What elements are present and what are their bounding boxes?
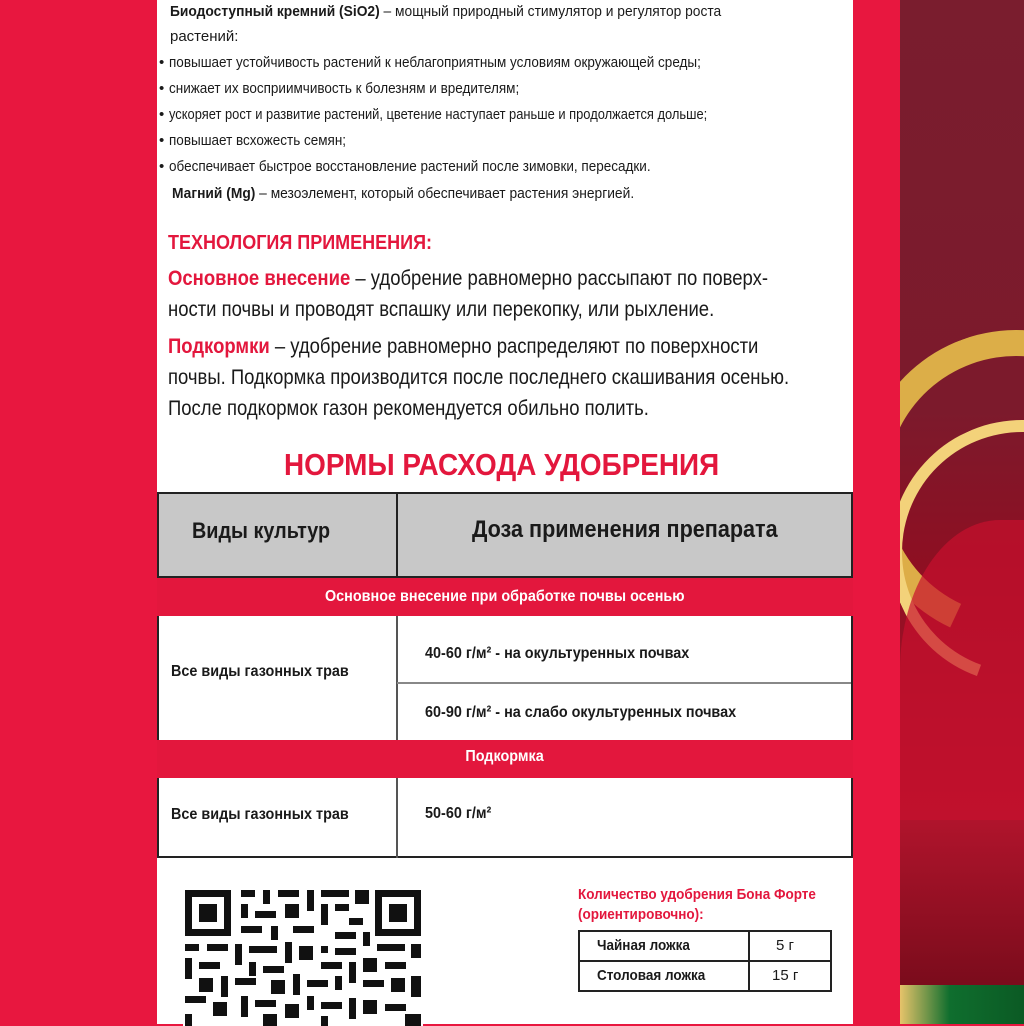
- main-application-text: – удобрение равномерно рассыпают по поверх-: [350, 267, 769, 290]
- row1-dose-weak: 60-90 г/м² - на слабо окультуренных почвах: [425, 704, 737, 721]
- section-band-feeding: Подкормка: [157, 740, 853, 778]
- main-application-term: Основное внесение: [168, 267, 351, 290]
- column-header-crops: Виды культур: [192, 518, 331, 543]
- list-item: • повышает всхожесть семян;: [169, 132, 366, 149]
- green-strip: [900, 985, 1024, 1024]
- divider: [748, 930, 750, 992]
- row2-crop: Все виды газонных трав: [171, 806, 349, 823]
- list-item: • повышает устойчивость растений к неблагоприятным условиям окружающей среды;: [169, 54, 760, 71]
- teaspoon-label: Чайная ложка: [597, 937, 690, 954]
- divider: [396, 492, 398, 578]
- column-header-dose: Доза применения препарата: [472, 516, 778, 543]
- package-decoration: [900, 0, 1024, 1024]
- section-band-main: Основное внесение при обработке почвы осенью: [157, 578, 853, 616]
- magnesium-description: – мезоэлемент, который обеспечивает растения энергией.: [255, 185, 635, 202]
- list-item: • обеспечивает быстрое восстановление растений после зимовки, пересадки.: [169, 158, 704, 175]
- divider: [396, 616, 398, 740]
- spoons-title-line1: Количество удобрения Бона Форте: [578, 886, 816, 903]
- technology-heading: ТЕХНОЛОГИЯ ПРИМЕНЕНИЯ:: [168, 232, 433, 254]
- qr-code[interactable]: [183, 886, 423, 1026]
- tablespoon-value: 15 г: [772, 967, 799, 984]
- main-application-paragraph: [168, 267, 850, 291]
- feeding-term: Подкормки: [168, 335, 270, 358]
- magnesium-term: Магний (Mg): [172, 185, 256, 202]
- list-item: • снижает их восприимчивость к болезням и вредителям;: [169, 80, 558, 97]
- tablespoon-label: Столовая ложка: [597, 967, 706, 984]
- row2-dose: 50-60 г/м²: [425, 805, 492, 822]
- spoons-title-line2: (ориентировочно):: [578, 906, 704, 923]
- divider: [396, 778, 398, 858]
- silicon-paragraph-line2: растений:: [170, 28, 239, 45]
- feeding-paragraph: [168, 335, 839, 359]
- magnesium-paragraph: [172, 185, 674, 202]
- divider: [579, 960, 831, 962]
- silicon-term: Биодоступный кремний (SiO2): [170, 3, 380, 20]
- feeding-line3: После подкормок газон рекомендуется обильно полить.: [168, 397, 649, 420]
- list-item: • ускоряет рост и развитие растений, цветение наступает раньше и продолжается дольше;: [169, 106, 795, 123]
- divider: [397, 682, 851, 684]
- feeding-text: – удобрение равномерно распределяют по поверхности: [269, 335, 759, 358]
- silicon-description: – мощный природный стимулятор и регулятор роста: [379, 3, 722, 20]
- qr-code-graphic: [183, 886, 423, 1026]
- main-application-line2: ности почвы и проводят вспашку или перекопку, или рыхление.: [168, 298, 715, 321]
- silicon-paragraph: [170, 3, 769, 20]
- row1-crop: Все виды газонных трав: [171, 663, 349, 680]
- teaspoon-value: 5 г: [776, 937, 794, 954]
- norms-title: НОРМЫ РАСХОДА УДОБРЕНИЯ: [284, 447, 720, 482]
- row1-dose-cultivated: 40-60 г/м² - на окультуренных почвах: [425, 645, 690, 662]
- feeding-line2: почвы. Подкормка производится после последнего скашивания осенью.: [168, 366, 790, 389]
